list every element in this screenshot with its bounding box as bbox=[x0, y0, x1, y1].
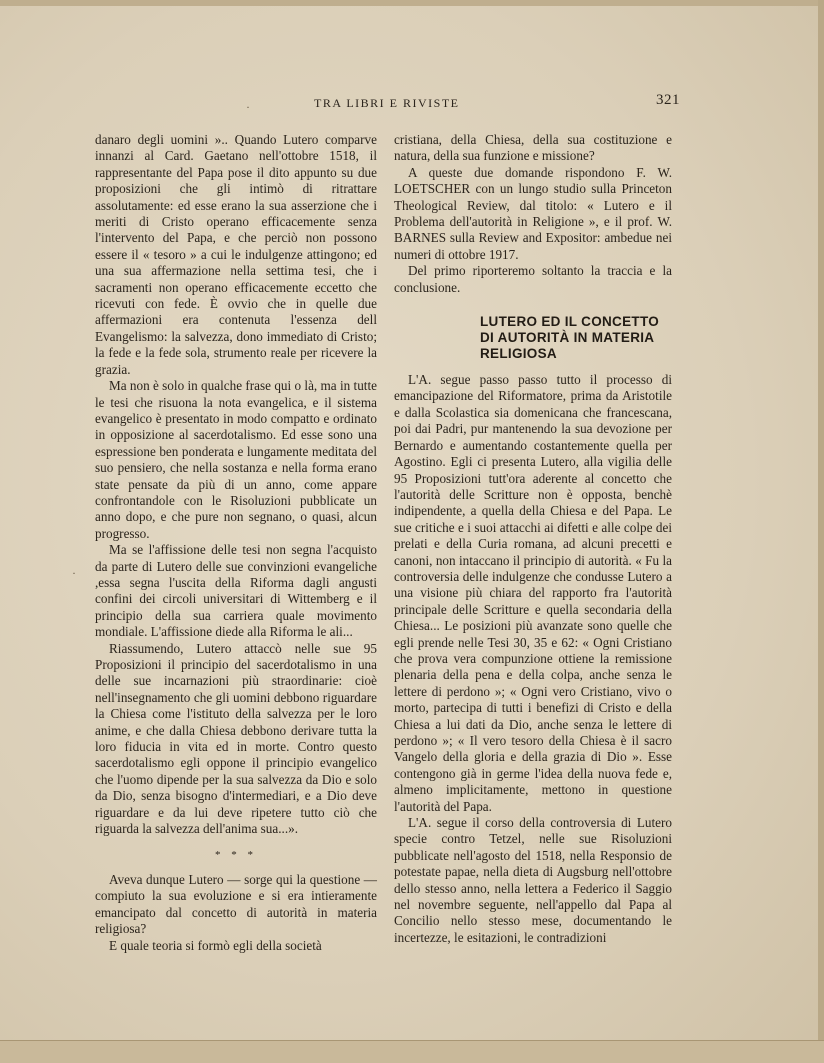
right-column bbox=[394, 132, 672, 946]
paragraph: A queste due domande rispondono F. W. LOETSCHER con un lungo studio sulla Princeton Theological Review, dal titolo: « Lutero e il Problema dell'autorità in Religione », e il prof. W. BARNES sulla Review and Expositor: ambedue nei numeri di ottobre 1917. bbox=[394, 164, 672, 262]
page-top-edge bbox=[0, 0, 824, 6]
section-heading-line: RELIGIOSA bbox=[480, 346, 557, 362]
paragraph: L'A. segue il corso della controversia di Lutero specie contro Tetzel, nelle sue Risoluzioni pubblicate nell'agosto del 1518, nella Responsio de potestate papae, nella dieta di Augsburg nell'ottobre dello stesso anno, nella lettera a Federico il Saggio nel novembre seguente, nell'appello dal Papa al Concilio nello stesso mese, documentando le incertezze, le esitazioni, le contradizioni bbox=[394, 815, 672, 945]
running-header bbox=[300, 92, 680, 114]
section-heading-line: LUTERO ED IL CONCETTO bbox=[480, 314, 660, 330]
paragraph: Ma non è solo in qualche frase qui o là, ma in tutte le tesi che risuona la nota evangelica, e il sistema evangelico è presentato in modo compatto e ordinato in opposizione al sacerdotalismo. Ed esse sono una espressione ben ponderata e lungamente meditata del suo pensiero, che nella sostanza e nella forma erano state pensate da più di un anno, come appare confrontandole con le Risoluzioni pubblicate un anno dopo, e che pure non segnano, o quasi, alcun progresso. bbox=[95, 378, 377, 541]
paragraph: E quale teoria si formò egli della società bbox=[109, 937, 322, 953]
paragraph: cristiana, della Chiesa, della sua costituzione e natura, della sua funzione e missione? bbox=[394, 132, 672, 164]
paragraph: danaro degli uomini ».. Quando Lutero comparve innanzi al Card. Gaetano nell'ottobre 1518, il rappresentante del Papa pose il dito appunto su due proposizioni che gli intimò di ritrattare assolutamente: ed esse erano la sua asserzione che i meriti di Cristo operano efficacemente senza l'intervento del Papa, e che perciò non possono essere il « tesoro » a cui le indulgenze attingono; ed una sua affermazione nella settima tesi, che i sacramenti non operano efficacemente eccetto che ricevuti con fede. È ovvio che in quelle due affermazioni era contenuta l'essenza dell Evangelismo: la salvezza, dono immediato di Cristo; la fede e la fede sola, strumento reale per ricevere la grazia. bbox=[95, 132, 377, 377]
margin-mark: · bbox=[246, 100, 250, 114]
page-bottom-edge bbox=[0, 1040, 824, 1063]
paragraph: Del primo riporteremo soltanto la traccia e la conclusione. bbox=[394, 263, 672, 295]
margin-mark: · bbox=[72, 566, 76, 580]
paragraph: L'A. segue passo passo tutto il processo di emancipazione del Riformatore, prima da Aristotile e dalla Scolastica sia domenicana che francescana, poi dai Padri, pur mantenendo la sua devozione per Bernardo e aumentando costantemente quella per Agostino. Egli ci presenta Lutero, alla vigilia delle 95 Proposizioni tutt'ora aderente al concetto che l'autorità delle Scritture non è opposta, benchè indipendente, a quella della Chiesa e del Papa. Le sue critiche e i suoi attacchi ai difetti e alle colpe dei prelati e della Curia romana, ad alcuni precetti e canoni, non intaccano il principio di autorità. « Fu la controversia delle indulgenze che condusse Lutero a una visione più chiara del rapporto fra l'autorità principale delle Scritture e quella secondaria della Chiesa... Le posizioni più avanzate sono quelle che egli prende nelle Tesi 30, 35 e 62: « Ogni Cristiano che prova vera compunzione ottiene la remissione plenaria della pena e della colpa, anche senza le lettere di perdono »; « Ogni vero Cristiano, vivo o morto, partecipa di tutti i benefizi di Cristo e della Chiesa a lui dati da Dio, anche senza le lettere di perdono »; « Il vero tesoro della Chiesa è il sacro Vangelo della gloria e della grazia di Dio ». Esse contengono già in germe l'idea della nuova fede e, almeno implicitamente, mettono in questione l'autorità del Papa. bbox=[394, 372, 672, 814]
page-number: 321 bbox=[656, 92, 680, 108]
paragraph: Riassumendo, Lutero attaccò nelle sue 95 Proposizioni il principio del sacerdotalismo in una delle sue incarnazioni più straordinarie: cioè nell'insegnamento che gli uomini debbono riguardare la Chiesa come l'istituto della salvezza per le loro anime, e che dalla Chiesa debbono derivare tutta la loro fiducia in vita ed in morte. Contro questo sacerdotalismo egli oppone il principio evangelico che l'uomo dipende per la sua salvezza da Dio e solo da Dio, senza bisogno d'intermediari, e a Dio deve riguardare e da lui deve ripetere tutto ciò che riguarda la salvezza dell'anima sua...». bbox=[95, 640, 377, 837]
section-heading-line: DI AUTORITÀ IN MATERIA bbox=[480, 330, 655, 346]
left-column bbox=[95, 132, 377, 954]
running-title: TRA LIBRI E RIVISTE bbox=[314, 96, 460, 110]
paragraph: Ma se l'affissione delle tesi non segna l'acquisto da parte di Lutero delle sue convinzioni evangeliche ,essa segna l'uscita della Riforma dagli angusti confini dei circoli universitari di Wittemberg e il principio della sua carriera quale movimento mondiale. L'affissione diede alla Riforma le ali... bbox=[95, 542, 377, 640]
section-separator: * * * bbox=[215, 849, 257, 862]
paragraph: Aveva dunque Lutero — sorge qui la questione — compiuto la sua evoluzione e si era intieramente emancipato dal concetto di autorità in materia religiosa? bbox=[95, 871, 377, 937]
page-right-edge bbox=[818, 0, 824, 1063]
section-heading bbox=[480, 314, 672, 362]
